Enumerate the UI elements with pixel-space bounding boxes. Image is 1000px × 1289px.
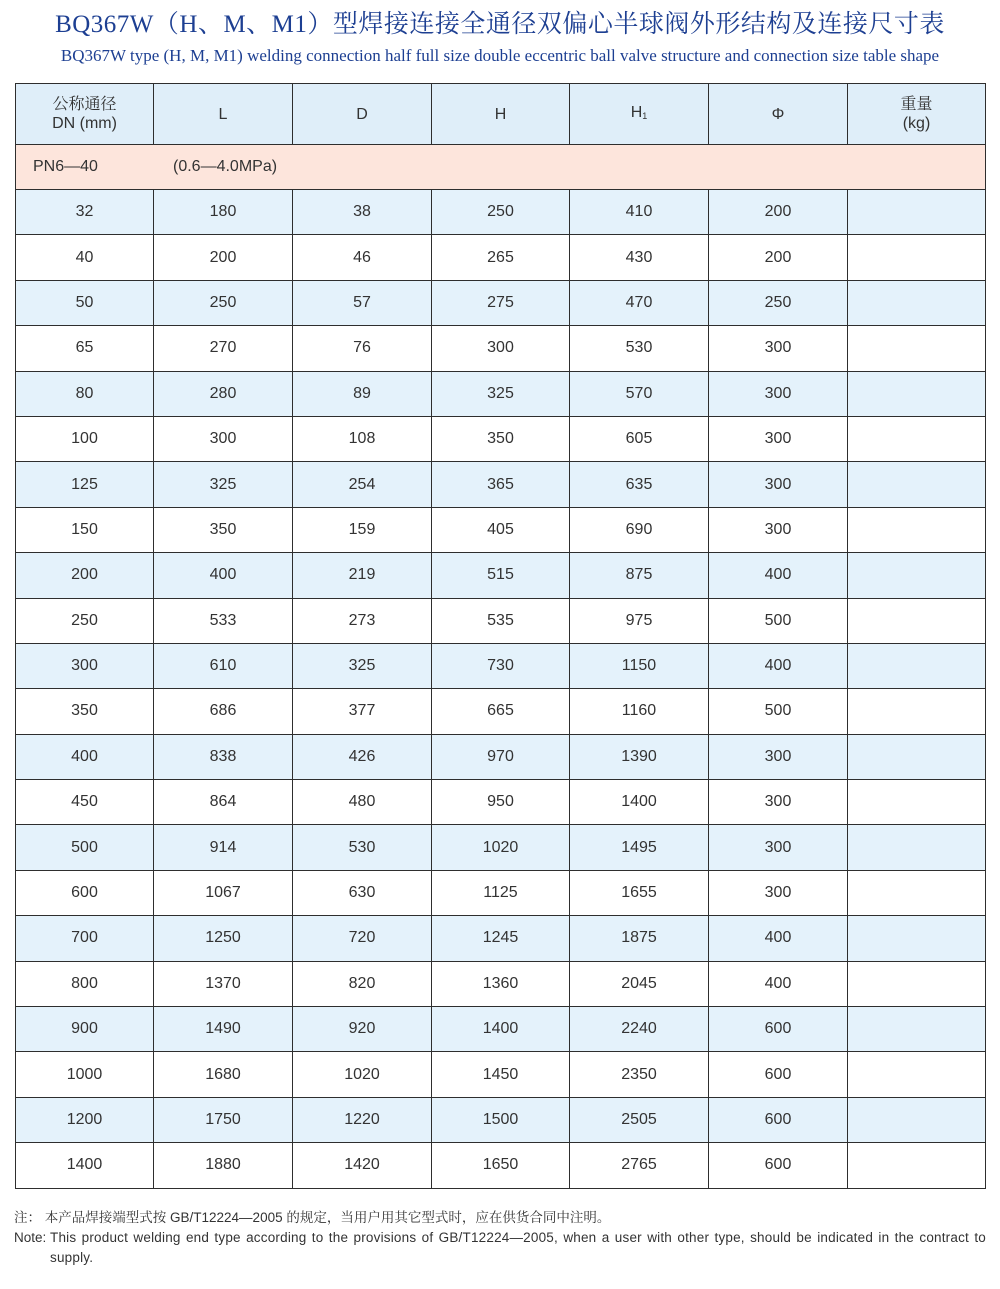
cell-weight	[848, 643, 986, 688]
table-row	[16, 825, 986, 870]
cell-dn: 50	[16, 280, 154, 325]
cell-weight	[848, 870, 986, 915]
cell-d: 273	[293, 598, 432, 643]
cell-h: 515	[432, 553, 570, 598]
cell-h1: 2350	[570, 1052, 709, 1097]
table-row	[16, 235, 986, 280]
cell-weight	[848, 507, 986, 552]
cell-l: 280	[154, 371, 293, 416]
cell-phi: 500	[709, 598, 848, 643]
cell-phi: 400	[709, 961, 848, 1006]
cell-dn: 800	[16, 961, 154, 1006]
table-row	[16, 916, 986, 961]
table-row	[16, 870, 986, 915]
cell-h1: 470	[570, 280, 709, 325]
table-row	[16, 507, 986, 552]
cell-d: 76	[293, 326, 432, 371]
cell-l: 610	[154, 643, 293, 688]
cell-l: 533	[154, 598, 293, 643]
cell-l: 350	[154, 507, 293, 552]
cell-h: 730	[432, 643, 570, 688]
cell-d: 377	[293, 689, 432, 734]
cell-h: 365	[432, 462, 570, 507]
table-row	[16, 689, 986, 734]
table-row	[16, 961, 986, 1006]
cell-l: 864	[154, 780, 293, 825]
cell-dn: 200	[16, 553, 154, 598]
cell-d: 820	[293, 961, 432, 1006]
cell-l: 1067	[154, 870, 293, 915]
cell-weight	[848, 235, 986, 280]
cell-dn: 900	[16, 1007, 154, 1052]
cell-dn: 32	[16, 190, 154, 235]
table-row	[16, 1097, 986, 1142]
cell-h: 1500	[432, 1097, 570, 1142]
cell-h: 535	[432, 598, 570, 643]
cell-weight	[848, 1052, 986, 1097]
cell-dn: 300	[16, 643, 154, 688]
cell-h: 950	[432, 780, 570, 825]
cell-phi: 300	[709, 507, 848, 552]
cell-d: 1020	[293, 1052, 432, 1097]
cell-d: 1420	[293, 1143, 432, 1188]
cell-l: 180	[154, 190, 293, 235]
cell-h: 1400	[432, 1007, 570, 1052]
cell-h1: 605	[570, 416, 709, 461]
cell-phi: 300	[709, 462, 848, 507]
cell-d: 920	[293, 1007, 432, 1052]
cell-h1: 635	[570, 462, 709, 507]
cell-h1: 410	[570, 190, 709, 235]
cell-h: 1020	[432, 825, 570, 870]
header-h1	[570, 84, 709, 145]
cell-phi: 600	[709, 1143, 848, 1188]
cell-dn: 80	[16, 371, 154, 416]
cell-dn: 450	[16, 780, 154, 825]
header-h1-main: H	[630, 103, 643, 121]
cell-weight	[848, 280, 986, 325]
pressure-class-row	[16, 145, 986, 190]
cell-weight	[848, 1007, 986, 1052]
footnote-en	[14, 1228, 986, 1268]
footnote-en-label: Note:	[14, 1230, 47, 1245]
cell-phi: 500	[709, 689, 848, 734]
cell-h: 405	[432, 507, 570, 552]
table-row	[16, 780, 986, 825]
cell-h: 1125	[432, 870, 570, 915]
pressure-range: (0.6—4.0MPa)	[173, 158, 278, 175]
cell-weight	[848, 961, 986, 1006]
table-row	[16, 1052, 986, 1097]
cell-h1: 2240	[570, 1007, 709, 1052]
cell-dn: 350	[16, 689, 154, 734]
cell-l: 325	[154, 462, 293, 507]
cell-h1: 530	[570, 326, 709, 371]
table-header-row	[16, 84, 986, 145]
cell-phi: 400	[709, 643, 848, 688]
cell-phi: 300	[709, 870, 848, 915]
header-weight-cn: 重量	[900, 96, 933, 113]
cell-l: 914	[154, 825, 293, 870]
cell-h: 1360	[432, 961, 570, 1006]
table-row	[16, 598, 986, 643]
cell-l: 1750	[154, 1097, 293, 1142]
cell-l: 250	[154, 280, 293, 325]
footnote-cn-label: 注：	[14, 1210, 41, 1225]
cell-l: 686	[154, 689, 293, 734]
cell-h1: 1400	[570, 780, 709, 825]
cell-weight	[848, 734, 986, 779]
cell-weight	[848, 689, 986, 734]
cell-h: 665	[432, 689, 570, 734]
cell-d: 254	[293, 462, 432, 507]
cell-h: 350	[432, 416, 570, 461]
cell-dn: 250	[16, 598, 154, 643]
cell-d: 38	[293, 190, 432, 235]
cell-phi: 250	[709, 280, 848, 325]
header-h: H	[432, 84, 570, 145]
cell-h: 250	[432, 190, 570, 235]
cell-weight	[848, 916, 986, 961]
cell-phi: 600	[709, 1052, 848, 1097]
cell-phi: 300	[709, 734, 848, 779]
pressure-class-cell	[16, 145, 986, 190]
cell-d: 720	[293, 916, 432, 961]
cell-h1: 1495	[570, 825, 709, 870]
cell-phi: 400	[709, 553, 848, 598]
cell-d: 219	[293, 553, 432, 598]
cell-d: 89	[293, 371, 432, 416]
cell-phi: 300	[709, 326, 848, 371]
table-row	[16, 416, 986, 461]
cell-d: 480	[293, 780, 432, 825]
cell-weight	[848, 326, 986, 371]
cell-dn: 40	[16, 235, 154, 280]
cell-h1: 430	[570, 235, 709, 280]
cell-h: 325	[432, 371, 570, 416]
cell-dn: 125	[16, 462, 154, 507]
cell-h: 265	[432, 235, 570, 280]
cell-dn: 1000	[16, 1052, 154, 1097]
cell-h: 1245	[432, 916, 570, 961]
cell-phi: 300	[709, 780, 848, 825]
cell-phi: 400	[709, 916, 848, 961]
dimension-table	[15, 83, 986, 1189]
cell-weight	[848, 462, 986, 507]
table-row	[16, 190, 986, 235]
cell-weight	[848, 780, 986, 825]
cell-d: 630	[293, 870, 432, 915]
header-d: D	[293, 84, 432, 145]
table-row	[16, 280, 986, 325]
header-dn	[16, 84, 154, 145]
cell-dn: 500	[16, 825, 154, 870]
header-weight	[848, 84, 986, 145]
cell-d: 426	[293, 734, 432, 779]
cell-phi: 600	[709, 1097, 848, 1142]
page-subtitle: BQ367W type (H, M, M1) welding connection half full size double eccentric ball valve structure and connection size table shape	[60, 46, 940, 65]
cell-d: 57	[293, 280, 432, 325]
cell-l: 1490	[154, 1007, 293, 1052]
footnote-cn	[14, 1208, 986, 1228]
cell-weight	[848, 598, 986, 643]
footnote-cn-text: 本产品焊接端型式按 GB/T12224—2005 的规定，当用户用其它型式时，应在供货合同中注明。	[44, 1210, 611, 1225]
cell-dn: 1200	[16, 1097, 154, 1142]
cell-weight	[848, 825, 986, 870]
cell-h1: 975	[570, 598, 709, 643]
cell-dn: 700	[16, 916, 154, 961]
header-h1-subscript: 1	[642, 110, 648, 121]
cell-h1: 1390	[570, 734, 709, 779]
cell-dn: 65	[16, 326, 154, 371]
table-row	[16, 734, 986, 779]
table-row	[16, 462, 986, 507]
cell-l: 270	[154, 326, 293, 371]
cell-h: 1450	[432, 1052, 570, 1097]
cell-h1: 690	[570, 507, 709, 552]
cell-dn: 600	[16, 870, 154, 915]
cell-h: 970	[432, 734, 570, 779]
table-row	[16, 326, 986, 371]
cell-h1: 1875	[570, 916, 709, 961]
cell-l: 200	[154, 235, 293, 280]
cell-d: 325	[293, 643, 432, 688]
cell-weight	[848, 416, 986, 461]
cell-dn: 1400	[16, 1143, 154, 1188]
cell-phi: 600	[709, 1007, 848, 1052]
cell-d: 46	[293, 235, 432, 280]
cell-d: 108	[293, 416, 432, 461]
cell-weight	[848, 1143, 986, 1188]
footnote	[14, 1208, 986, 1268]
pressure-class-label: PN6—40	[33, 158, 98, 175]
cell-phi: 300	[709, 825, 848, 870]
table-row	[16, 553, 986, 598]
cell-h: 275	[432, 280, 570, 325]
cell-h1: 2765	[570, 1143, 709, 1188]
cell-phi: 300	[709, 371, 848, 416]
cell-l: 1370	[154, 961, 293, 1006]
cell-phi: 200	[709, 235, 848, 280]
cell-h1: 1655	[570, 870, 709, 915]
cell-phi: 200	[709, 190, 848, 235]
cell-h1: 2505	[570, 1097, 709, 1142]
page-title: BQ367W（H、M、M1）型焊接连接全通径双偏心半球阀外形结构及连接尺寸表	[55, 11, 945, 38]
cell-d: 1220	[293, 1097, 432, 1142]
cell-d: 530	[293, 825, 432, 870]
cell-h: 300	[432, 326, 570, 371]
header-phi: Φ	[709, 84, 848, 145]
cell-h1: 570	[570, 371, 709, 416]
header-dn-unit: DN (mm)	[52, 115, 117, 132]
cell-phi: 300	[709, 416, 848, 461]
cell-dn: 400	[16, 734, 154, 779]
cell-l: 838	[154, 734, 293, 779]
table-row	[16, 643, 986, 688]
cell-d: 159	[293, 507, 432, 552]
cell-l: 300	[154, 416, 293, 461]
table-row	[16, 1007, 986, 1052]
cell-l: 1880	[154, 1143, 293, 1188]
header-l: L	[154, 84, 293, 145]
cell-l: 1680	[154, 1052, 293, 1097]
cell-h1: 2045	[570, 961, 709, 1006]
cell-weight	[848, 553, 986, 598]
cell-h: 1650	[432, 1143, 570, 1188]
footnote-en-text: This product welding end type according to the provisions of GB/T12224—2005, when a user with other type, should be indicated in the contract to supply.	[50, 1230, 986, 1265]
table-row	[16, 1143, 986, 1188]
cell-h1: 1150	[570, 643, 709, 688]
cell-dn: 150	[16, 507, 154, 552]
cell-h1: 1160	[570, 689, 709, 734]
cell-h1: 875	[570, 553, 709, 598]
cell-weight	[848, 1097, 986, 1142]
table-row	[16, 371, 986, 416]
cell-weight	[848, 190, 986, 235]
cell-dn: 100	[16, 416, 154, 461]
header-weight-unit: (kg)	[902, 115, 931, 132]
cell-weight	[848, 371, 986, 416]
cell-l: 1250	[154, 916, 293, 961]
cell-l: 400	[154, 553, 293, 598]
header-dn-cn: 公称通径	[52, 96, 117, 113]
